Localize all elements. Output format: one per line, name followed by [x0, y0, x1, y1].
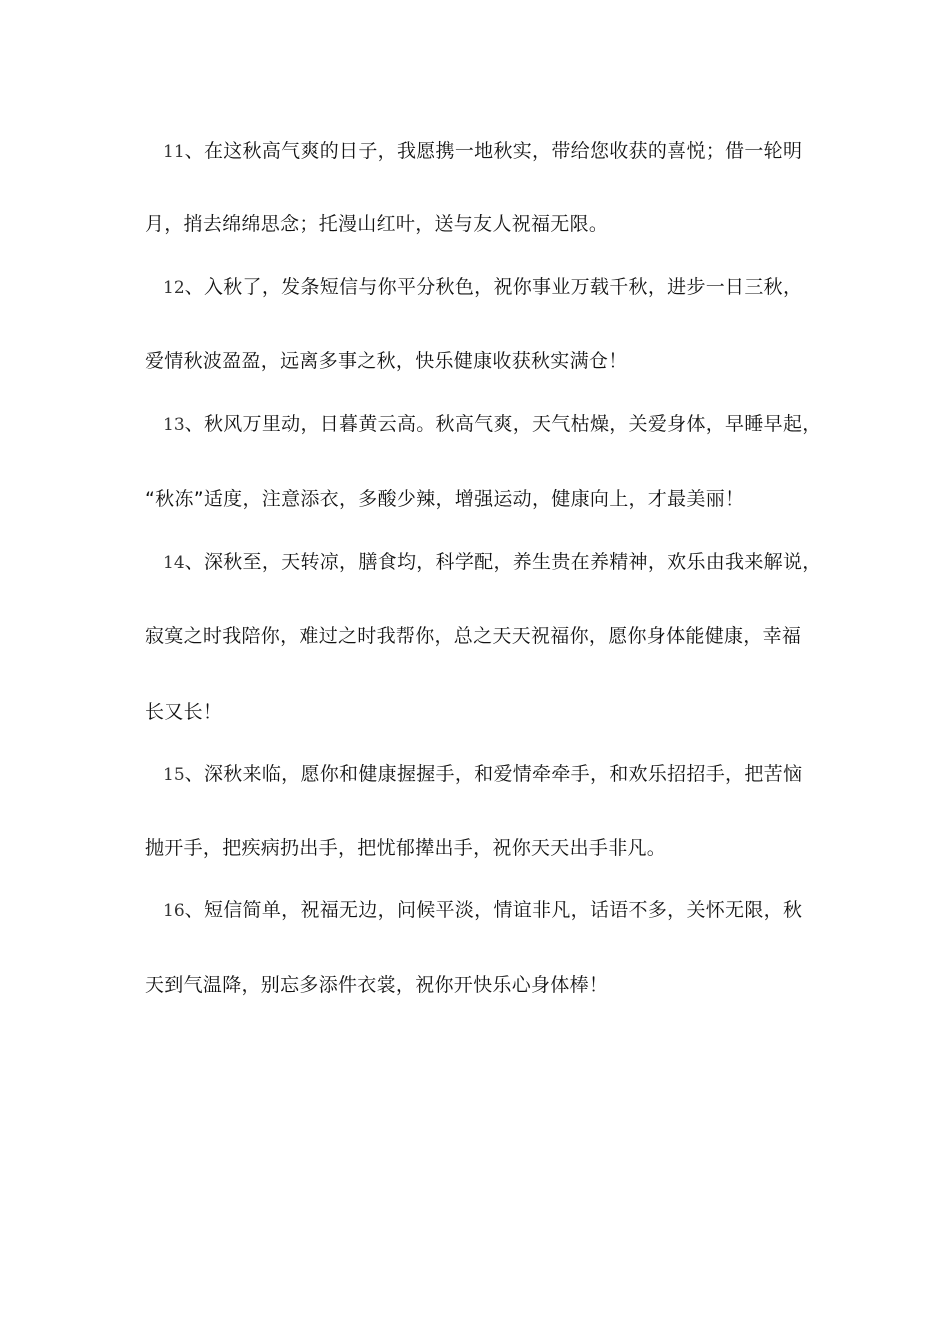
paragraph-14-line-2: 寂寞之时我陪你，难过之时我帮你，总之天天祝福你，愿你身体能健康，幸福 — [145, 625, 802, 647]
paragraph-14-line-3: 长又长！ — [145, 701, 223, 723]
paragraph-text: 、短信简单，祝福无边，问候平淡，情谊非凡，话语不多，关怀无限，秋 — [184, 899, 803, 921]
paragraph-14-line-1 — [163, 550, 823, 575]
paragraph-11-line-1 — [163, 139, 823, 164]
paragraph-number: 16 — [163, 901, 185, 921]
paragraph-number: 11 — [163, 142, 185, 162]
paragraph-text: 、深秋来临，愿你和健康握握手，和爱情牵牵手，和欢乐招招手，把苦恼 — [184, 763, 803, 785]
paragraph-text: 、深秋至，天转凉，膳食均，科学配，养生贵在养精神，欢乐由我来解说， — [184, 551, 822, 573]
paragraph-15-line-1 — [163, 762, 823, 787]
paragraph-16-line-1 — [163, 898, 823, 923]
paragraph-15-line-2: 抛开手，把疾病扔出手，把忧郁撵出手，祝你天天出手非凡。 — [145, 837, 667, 859]
paragraph-16-line-2: 天到气温降，别忘多添件衣裳，祝你开快乐心身体棒！ — [145, 974, 609, 996]
paragraph-number: 12 — [163, 278, 185, 298]
paragraph-number: 15 — [163, 765, 185, 785]
paragraph-number: 13 — [163, 415, 185, 435]
paragraph-12-line-1 — [163, 275, 823, 300]
paragraph-text: 、入秋了，发条短信与你平分秋色，祝你事业万载千秋，进步一日三秋， — [184, 276, 803, 298]
paragraph-11-line-2: 月，捎去绵绵思念；托漫山红叶，送与友人祝福无限。 — [145, 213, 609, 235]
paragraph-13-line-1 — [163, 412, 823, 437]
paragraph-text: 、在这秋高气爽的日子，我愿携一地秋实，带给您收获的喜悦；借一轮明 — [184, 140, 803, 162]
paragraph-number: 14 — [163, 553, 185, 573]
paragraph-text: 、秋风万里动，日暮黄云高。秋高气爽，天气枯燥，关爱身体，早睡早起， — [184, 413, 822, 435]
paragraph-13-line-2: “秋冻”适度，注意添衣，多酸少辣，增强运动，健康向上，才最美丽！ — [145, 488, 745, 510]
paragraph-12-line-2: 爱情秋波盈盈，远离多事之秋，快乐健康收获秋实满仓！ — [145, 350, 628, 372]
